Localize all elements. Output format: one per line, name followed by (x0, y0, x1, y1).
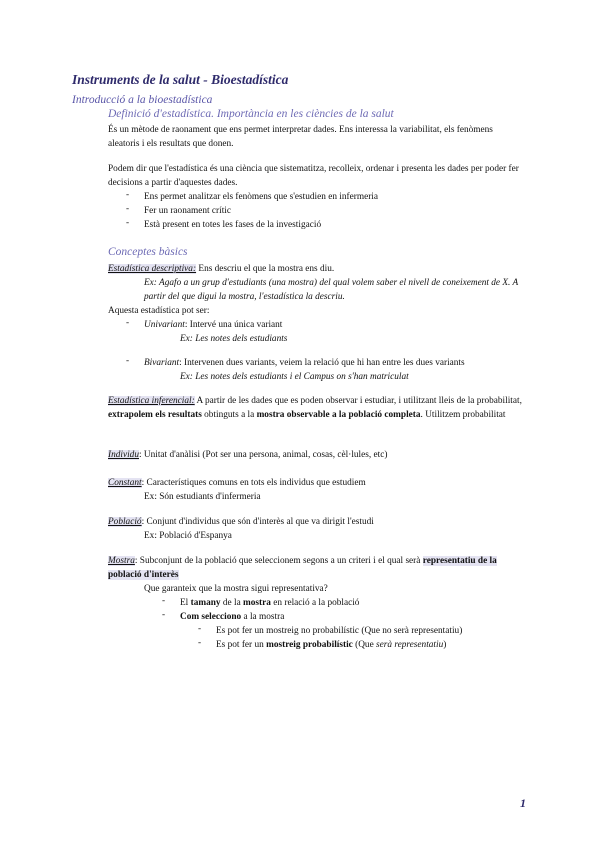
probabilistic-post: (Que (352, 640, 377, 650)
inferential-statistics-paragraph (108, 394, 526, 422)
sample-text: : Subconjunt de la població que seleccionem segons a un criteri i el qual serà (134, 556, 423, 566)
definition-paragraph-1: És un mètode de raonament que ens permet interpretar dades. Ens interessa la variabilitat, els fenòmens aleatoris i els resultats que donen. (108, 125, 493, 149)
sample-label: Mostra (108, 556, 135, 566)
individual-label: Individu (108, 450, 139, 460)
probabilistic-end: ) (443, 640, 447, 650)
bullet-dash: - (126, 356, 130, 366)
sample-criterion-2-post: a la mostra (241, 612, 285, 622)
descriptive-statistics-line (108, 262, 334, 276)
definition-bullet-2: Fer un raonament crític (144, 206, 231, 216)
bullet-dash: - (126, 318, 130, 328)
probabilistic-bold: mostreig probabilístic (266, 640, 353, 650)
document-title: Instruments de la salut - Bioestadística (72, 72, 289, 87)
sample-criterion-1-mid: de la (220, 598, 244, 608)
bullet-dash: - (126, 204, 130, 214)
constant-label: Constant (108, 478, 142, 488)
population-example: Ex: Població d'Espanya (144, 531, 232, 541)
probabilistic-pre: Es pot fer un (216, 640, 267, 650)
univariant-label: Univariant (144, 320, 185, 330)
sample-criterion-2-bold: Com selecciono (180, 612, 242, 622)
bullet-dash: - (126, 218, 130, 228)
concepts-heading: Conceptes bàsics (108, 246, 188, 258)
definition-bullet-1: Ens permet analitzar els fenòmens que s'estudien en infermeria (144, 192, 379, 202)
sample-criterion-1 (180, 596, 359, 610)
sample-bold: representatiu de la població d'interès (108, 556, 497, 580)
inferential-text-2: obtinguts a la (201, 410, 257, 420)
descriptive-types-intro: Aquesta estadística pot ser: (108, 306, 210, 316)
probabilistic-italic: serà representatiu (376, 640, 444, 650)
individual-definition (108, 448, 387, 462)
bivariant-line (144, 356, 465, 370)
individual-text: : Unitat d'anàlisi (Pot ser una persona, animal, cosas, cèl·lules, etc) (138, 450, 388, 460)
sample-criterion-1-pre: El (180, 598, 191, 608)
intro-heading: Introducció a la bioestadística (72, 94, 213, 106)
probabilistic-sampling (216, 638, 446, 652)
inferential-label: Estadística inferencial: (108, 396, 195, 406)
descriptive-text: Ens descriu el que la mostra ens diu. (196, 264, 335, 274)
univariant-text: : Intervé una única variant (184, 320, 283, 330)
sample-criterion-2 (180, 610, 284, 624)
definition-bullet-3: Està present en totes les fases de la investigació (144, 220, 322, 230)
population-definition (108, 515, 374, 529)
descriptive-label: Estadística descriptiva: (108, 264, 197, 274)
bivariant-example: Ex: Les notes dels estudiants i el Campus on s'han matriculat (180, 372, 409, 382)
sample-criterion-1-bold-2: mostra (243, 598, 271, 608)
bullet-dash: - (198, 624, 202, 634)
sample-criterion-1-bold-1: tamany (190, 598, 221, 608)
bivariant-text: : Intervenen dues variants, veiem la relació que hi han entre les dues variants (179, 358, 465, 368)
descriptive-example: Ex: Agafo a un grup d'estudiants (una mostra) del qual volem saber el nivell de coneixement de X. A partir del que digui la mostra, l'estadística la descriu. (144, 278, 519, 302)
bullet-dash: - (198, 638, 202, 648)
sample-question: Que garanteix que la mostra sigui representativa? (144, 584, 328, 594)
population-label: Població (108, 517, 142, 527)
bullet-dash: - (162, 596, 166, 606)
sample-definition (108, 554, 526, 582)
bivariant-label: Bivariant (144, 358, 180, 368)
bullet-dash: - (162, 610, 166, 620)
page-number: 1 (520, 796, 526, 810)
univariant-line (144, 318, 282, 332)
constant-definition (108, 476, 366, 490)
inferential-text-3: . Utilitzem probabilitat (420, 410, 506, 420)
definition-paragraph-2: Podem dir que l'estadística és una ciència que sistematitza, recolleix, ordenar i presenta les dades per poder fer decisions a partir d'aquestes dades. (108, 164, 519, 188)
inferential-bold-2: mostra observable a la població completa (256, 410, 421, 420)
constant-example: Ex: Són estudiants d'infermeria (144, 492, 261, 502)
definition-heading: Definició d'estadística. Importància en les ciències de la salut (108, 108, 394, 120)
constant-text: : Característiques comuns en tots els individus que estudiem (141, 478, 366, 488)
inferential-text-1: A partir de les dades que es poden observar i estudiar, i utilitzant lleis de la probabilitat, (194, 396, 522, 406)
bullet-dash: - (126, 190, 130, 200)
univariant-example: Ex: Les notes dels estudiants (180, 334, 288, 344)
inferential-bold-1: extrapolem els resultats (108, 410, 202, 420)
population-text: : Conjunt d'individus que són d'interès al que va dirigit l'estudi (141, 517, 374, 527)
sample-criterion-1-post: en relació a la població (270, 598, 360, 608)
non-probabilistic-sampling: Es pot fer un mostreig no probabilístic (Que no serà representatiu) (216, 626, 463, 636)
